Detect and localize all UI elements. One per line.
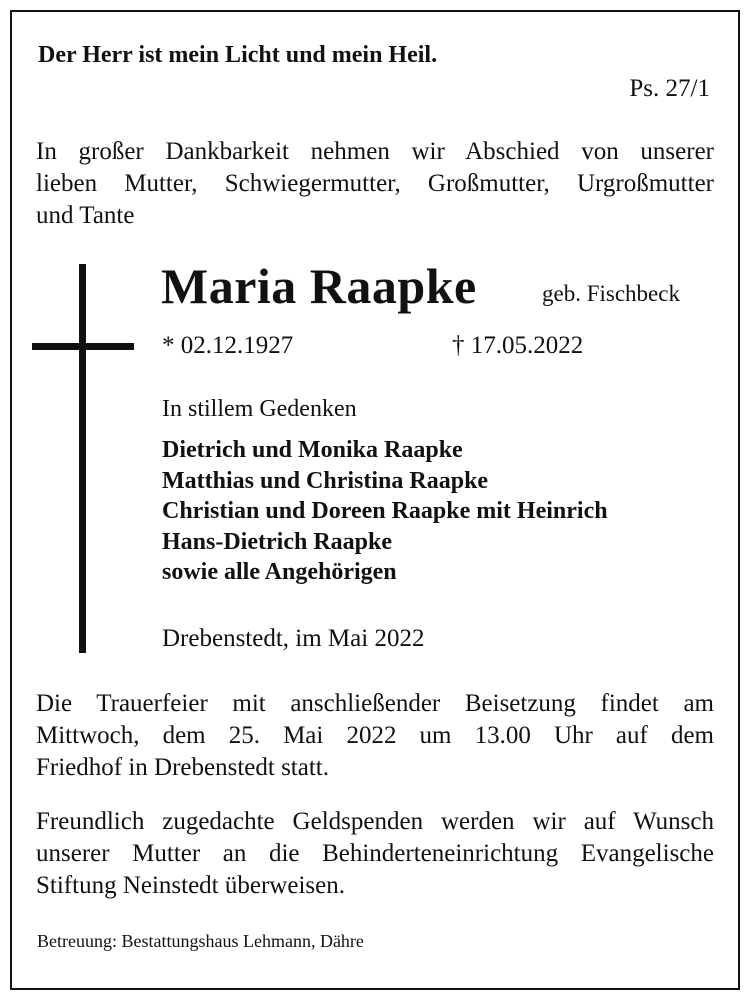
cross-icon <box>79 264 86 653</box>
intro-line: lieben Mutter, Schwiegermutter, Großmutter, Urgroßmutter <box>36 170 714 197</box>
memory-line: In stillem Gedenken <box>162 396 357 422</box>
mourner-entry: Dietrich und Monika Raapke <box>162 437 463 463</box>
mourner-entry: Matthias und Christina Raapke <box>162 467 489 494</box>
intro-text <box>36 136 714 232</box>
funeral-home-note: Betreuung: Bestattungshaus Lehmann, Dähre <box>37 931 364 951</box>
death-date: † 17.05.2022 <box>452 332 584 359</box>
funeral-line: Die Trauerfeier mit anschließender Beisetzung findet am <box>36 690 714 717</box>
place-date: Drebenstedt, im Mai 2022 <box>162 625 425 652</box>
donation-line: Stiftung Neinstedt überweisen. <box>36 872 345 899</box>
maiden-name: geb. Fischbeck <box>542 281 680 306</box>
donation-line: Freundlich zugedachte Geldspenden werden wir auf Wunsch <box>36 808 714 835</box>
mourners-list <box>162 435 608 588</box>
funeral-line: Friedhof in Drebenstedt statt. <box>36 754 329 781</box>
intro-line: und Tante <box>36 202 135 229</box>
bible-verse: Der Herr ist mein Licht und mein Heil. <box>38 42 438 68</box>
birth-date: * 02.12.1927 <box>162 332 294 359</box>
funeral-line: Mittwoch, dem 25. Mai 2022 um 13.00 Uhr auf dem <box>36 722 714 749</box>
funeral-info <box>36 688 714 784</box>
mourner-entry: Christian und Doreen Raapke mit Heinrich <box>162 498 608 524</box>
donation-info <box>36 806 714 902</box>
mourner-entry: sowie alle Angehörigen <box>162 559 397 585</box>
intro-line: In großer Dankbarkeit nehmen wir Abschied von unserer <box>36 138 714 165</box>
donation-line: unserer Mutter an die Behinderteneinrichtung Evangelische <box>36 840 714 867</box>
bible-verse-reference: Ps. 27/1 <box>629 75 710 102</box>
mourner-entry: Hans-Dietrich Raapke <box>162 528 392 555</box>
deceased-name: Maria Raapke <box>161 258 477 314</box>
cross-icon-bar <box>32 343 134 350</box>
